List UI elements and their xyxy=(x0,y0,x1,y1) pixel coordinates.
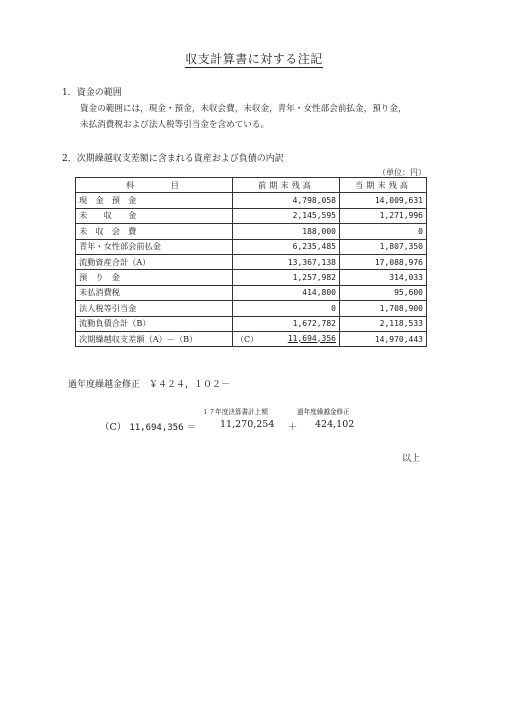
c-marker: （C） xyxy=(100,422,127,433)
curr-balance: 1,271,996 xyxy=(340,208,427,223)
curr-balance: 0 xyxy=(340,224,427,239)
term-adjustment: 424,102 xyxy=(315,419,355,430)
balance-table xyxy=(75,177,427,347)
prev-balance: 414,800 xyxy=(233,285,340,300)
row-label: 現 金 預 金 xyxy=(76,193,233,208)
equation-lhs xyxy=(100,419,196,433)
curr-balance: 14,970,443 xyxy=(340,331,427,346)
equals-sign: ＝ xyxy=(186,422,197,433)
section1-heading: 1．資金の範囲 xyxy=(62,88,122,98)
table-row xyxy=(76,193,427,208)
table-row xyxy=(76,316,427,331)
term-settlement: 11,270,254 xyxy=(220,419,275,430)
prev-balance: 0 xyxy=(233,301,340,316)
prev-balance: 2,145,595 xyxy=(233,208,340,223)
row-label: 預 り 金 xyxy=(76,270,233,285)
row-label: 流動資産合計（A） xyxy=(76,254,233,269)
equation-head-adjustment: 過年度繰越金修正 xyxy=(297,408,350,416)
end-mark: 以上 xyxy=(401,454,420,464)
prev-balance: 4,798,058 xyxy=(233,193,340,208)
table-row xyxy=(76,208,427,223)
prev-balance: 13,367,138 xyxy=(233,254,340,269)
section1-body xyxy=(80,101,460,133)
curr-balance: 2,118,533 xyxy=(340,316,427,331)
prev-balance: 1,672,782 xyxy=(233,316,340,331)
row-label: 未 収 会 費 xyxy=(76,224,233,239)
table-row xyxy=(76,239,427,254)
prev-balance: 188,000 xyxy=(233,224,340,239)
column-header: 科 目 xyxy=(76,178,233,193)
row-label: 未払消費税 xyxy=(76,285,233,300)
table-row xyxy=(76,270,427,285)
equation-head-settlement: １７年度決算書計上額 xyxy=(202,408,268,416)
table-row-total xyxy=(76,331,427,346)
row-label: 次期繰越収支差額（A）－（B） xyxy=(76,331,233,346)
prev-balance: 1,257,982 xyxy=(233,270,340,285)
column-header: 前期末残高 xyxy=(233,178,340,193)
section1-line: 資金の範囲には，現金・預金，未収会費，未収金，青年・女性部会前払金，預り金， xyxy=(80,104,407,114)
curr-balance: 95,600 xyxy=(340,285,427,300)
lhs-value: 11,694,356 xyxy=(129,423,184,433)
table-row xyxy=(76,301,427,316)
row-label: 流動負債合計（B） xyxy=(76,316,233,331)
unit-label: （単位：円） xyxy=(378,168,426,177)
table-row xyxy=(76,254,427,269)
section1-line: 未払消費税および法人税等引当金を含めている。 xyxy=(80,120,270,130)
row-label: 青年・女性部会前払金 xyxy=(76,239,233,254)
curr-balance: 1,807,350 xyxy=(340,239,427,254)
prev-balance: 11,694,356 xyxy=(287,333,336,343)
table-row xyxy=(76,224,427,239)
table-header-row xyxy=(76,178,427,193)
plus-sign: ＋ xyxy=(288,422,298,433)
curr-balance: 1,708,900 xyxy=(340,301,427,316)
section2-heading: 2．次期繰越収支差額に含まれる資産および負債の内訳 xyxy=(62,154,284,164)
c-marker: （C） xyxy=(236,334,259,344)
table-row xyxy=(76,285,427,300)
prev-balance: 6,235,485 xyxy=(233,239,340,254)
document-title: 収支計算書に対する注記 xyxy=(185,52,323,66)
prev-balance-cell xyxy=(233,331,340,346)
curr-balance: 314,033 xyxy=(340,270,427,285)
adjustment-note: 過年度繰越金修正 ￥４２４，１０２－ xyxy=(68,380,231,390)
curr-balance: 14,009,631 xyxy=(340,193,427,208)
column-header: 当期末残高 xyxy=(340,178,427,193)
row-label: 法人税等引当金 xyxy=(76,301,233,316)
curr-balance: 17,088,976 xyxy=(340,254,427,269)
row-label: 未 収 金 xyxy=(76,208,233,223)
